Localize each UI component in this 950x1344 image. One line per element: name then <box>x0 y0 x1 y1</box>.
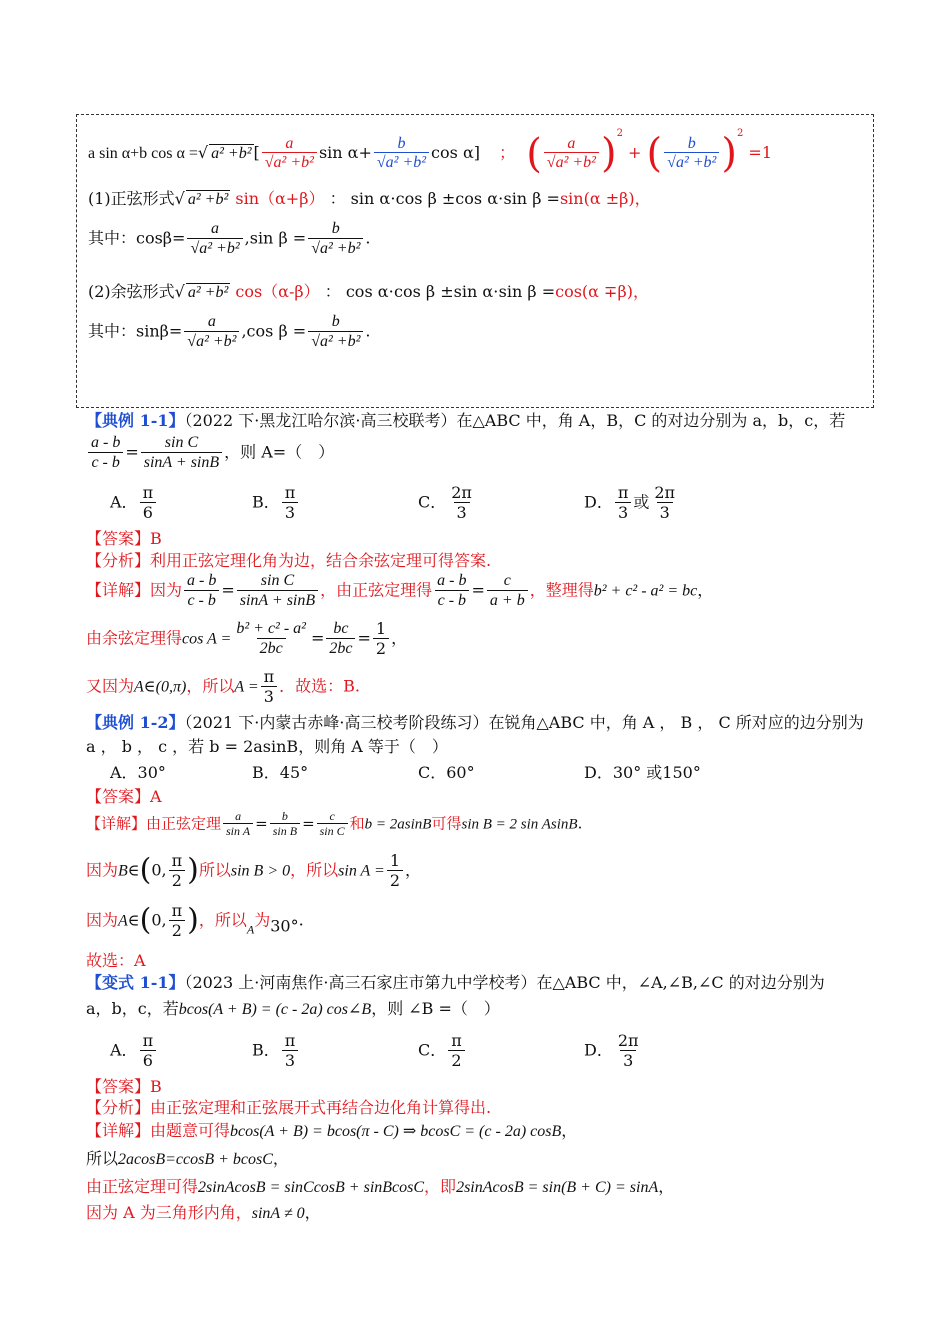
sine-form-func: sin（α+β） <box>235 189 325 208</box>
example-1-2-answer: 【答案】A <box>86 787 162 806</box>
identity-sin: sin α+ <box>318 143 372 162</box>
identity-frac-a: $\frac{a}{\text{√a² +b²}}$ <box>262 135 317 173</box>
example-1-1-detail-3: 又因为A∈(0,π)，所以A = $\frac{\pi}{3}$ ．故选：B. <box>86 667 360 706</box>
variation-1-1-detail-2: 所以2acosB=ccosB + bcosC， <box>86 1149 289 1168</box>
sine-form-where-line: 其中：cosβ= $\frac{a}{\text{√a² +b²}}$ ,sin β = $\frac{b}{\text{√a² +b²}}$ . <box>88 220 371 257</box>
example-1-2-stem: 【典例 1-2】（2021 下·内蒙古赤峰·高三校考阶段练习）在锐角△ABC 中，角 A ， B ， C 所对应的边分别为 <box>86 713 864 732</box>
cosine-form-func: cos（α-β） <box>235 282 320 301</box>
variation-1-1-detail-3: 由正弦定理可得2sinAcosB = sinCcosB + sinBcosC，即2sinAcosB = sin(B + C) = sinA， <box>86 1177 675 1196</box>
identity-sq-frac-b: $\frac{b}{\text{√a² +b²}}$ <box>664 135 719 173</box>
identity-cos: cos α] <box>431 143 480 162</box>
variation-1-1-stem-2: a，b，c，若bcos(A + B) = (c - 2a) cos∠B，则 ∠B =（ ） <box>86 999 500 1018</box>
identity-root: a² +b² <box>211 145 252 162</box>
variation-1-1-detail-1: 【详解】由题意可得bcos(A + B) = bcos(π - C) ⇒ bcosC = (c - 2a) cosB， <box>86 1121 578 1140</box>
variation-1-1-detail-4: 因为 A 为三角形内角，sinA ≠ 0， <box>86 1203 321 1222</box>
example-1-1-stem: 【典例 1-1】（2022 下·黑龙江哈尔滨·高三校联考）在△ABC 中，角 A，B，C 的对边分别为 a，b，c，若 <box>86 411 846 430</box>
example-1-1-detail-1: 【详解】因为 $\frac{a - b}{c - b}$ = $\frac{\text{sin C}}{\sin A + \sin B}$ ，由正弦定理得 $\frac{a - b}{c - b}$ = $\frac{c}{a + b}$ ，整理得b² + c² - a² = bc， <box>86 572 714 609</box>
example-1-1-detail-2: 由余弦定理得cos A = $\frac{\text{b² + c² - a²}}{2bc}$ = $\frac{bc}{2bc}$ = $\frac{1}{2}$ ， <box>86 619 408 658</box>
example-1-2-tag: 【典例 1-2】 <box>86 713 185 732</box>
example-1-2-stem-2: a ， b ， c ，若 b = 2asinB，则角 A 等于（ ） <box>86 737 448 756</box>
example-1-1-analysis: 【分析】利用正弦定理化角为边，结合余弦定理可得答案. <box>86 551 492 570</box>
variation-1-1-answer: 【答案】B <box>86 1077 162 1096</box>
example-1-2-detail-3: 因为A∈(0, $\frac{\pi}{2}$ )，所以$_A$为30°. <box>86 901 304 940</box>
variation-1-1-option-d: D． $\frac{2\pi}{3}$ <box>584 1031 639 1070</box>
example-1-2-option-a: A．30° <box>110 763 166 782</box>
example-1-1-tag: 【典例 1-1】 <box>86 411 185 430</box>
variation-1-1-analysis: 【分析】由正弦定理和正弦展开式再结合边化角计算得出. <box>86 1098 492 1117</box>
variation-1-1-option-c: C． $\frac{\pi}{2}$ <box>418 1032 467 1070</box>
sine-form-line: (1)正弦形式√ a² +b² sin（α+β） ： sin α⋅cos β ±cos α⋅sin β =sin(α ±β)， <box>88 189 651 208</box>
example-1-1-condition: $\frac{a - b}{c - b}$ = $\frac{\text{sin C}}{\sin A + \sin B}$ ，则 A=（ ） <box>86 434 334 472</box>
example-1-2-detail-1: 【详解】由正弦定理 $\frac{a}{\text{sin A}}$ = $\frac{b}{\text{sin B}}$ = $\frac{c}{\text{sin C}}$ 和b = 2asinB可得sin B = 2 sin AsinB. <box>86 809 583 839</box>
identity-lead: a sin α+b cos α = <box>88 145 198 162</box>
variation-1-1-stem: 【变式 1-1】（2023 上·河南焦作·高三石家庄市第九中学校考）在△ABC 中，∠A,∠B,∠C 的对边分别为 <box>86 973 825 992</box>
variation-1-1-option-a: A． $\frac{\pi}{6}$ <box>110 1032 158 1070</box>
example-1-1-option-a: A． $\frac{\pi}{6}$ <box>110 484 158 522</box>
example-1-2-final: 故选：A <box>86 951 146 970</box>
identity-plus: + <box>628 143 642 162</box>
identity-line: a sin α+b cos α =√ a² +b² [ $\frac{a}{\text{√a² +b²}}$ sin α+ $\frac{b}{\text{√a² +b²}}$ cos α] ； ( $\frac{a}{\text{√a² +b²}}$ )$^2$ + ( $\frac{b}{\text{√a² +b²}}$ )$^2$ =1 <box>88 128 772 177</box>
cosine-form-line: (2)余弦形式√ a² +b² cos（α-β） ： cos α⋅cos β ±sin α⋅sin β =cos(α ∓β)， <box>88 282 649 301</box>
cosine-form-where-line: 其中：sinβ= $\frac{a}{\text{√a² +b²}}$ ,cos β = $\frac{b}{\text{√a² +b²}}$ . <box>88 313 371 350</box>
example-1-2-option-c: C．60° <box>418 763 475 782</box>
variation-1-1-tag: 【变式 1-1】 <box>86 973 185 992</box>
variation-1-1-option-b: B． $\frac{\pi}{3}$ <box>252 1032 300 1070</box>
identity-eq1: =1 <box>748 143 772 162</box>
example-1-1-option-c: C． $\frac{2\pi}{3}$ <box>418 483 472 522</box>
example-1-2-detail-2: 因为B∈(0, $\frac{\pi}{2}$ )所以sin B > 0，所以sin A = $\frac{1}{2}$ ， <box>86 851 422 890</box>
example-1-2-option-b: B．45° <box>252 763 309 782</box>
identity-sq-frac-a: $\frac{a}{\text{√a² +b²}}$ <box>544 135 599 173</box>
identity-sep: ； <box>499 143 516 162</box>
identity-frac-b: $\frac{b}{\text{√a² +b²}}$ <box>374 135 429 173</box>
example-1-1-option-b: B． $\frac{\pi}{3}$ <box>252 484 300 522</box>
example-1-2-option-d: D．30° 或150° <box>584 763 701 782</box>
example-1-1-option-d: D． $\frac{\pi}{3}$ 或 $\frac{2\pi}{3}$ <box>584 483 676 522</box>
example-1-1-answer: 【答案】B <box>86 529 162 548</box>
bracket-open: [ <box>253 143 260 162</box>
